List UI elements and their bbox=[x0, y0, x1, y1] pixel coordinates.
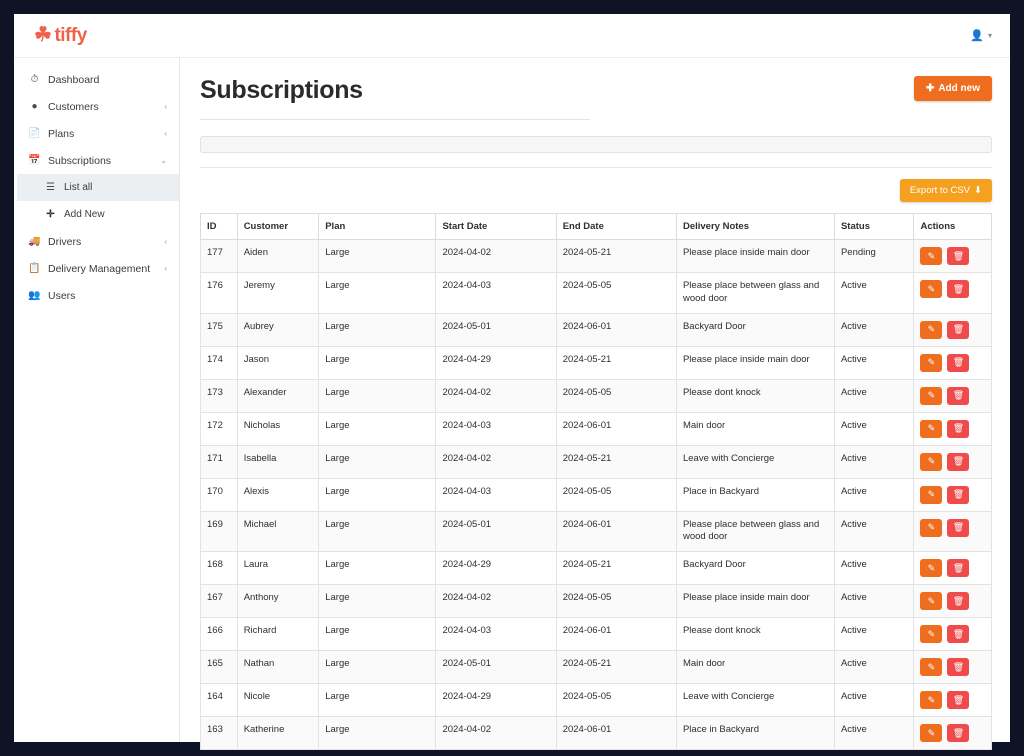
chevron-down-icon: ⌄ bbox=[160, 156, 167, 165]
cell-plan: Large bbox=[319, 511, 436, 552]
chevron-left-icon: ‹ bbox=[164, 129, 167, 138]
plus-icon: ✛ bbox=[46, 209, 55, 220]
sidebar-item-label: Delivery Management bbox=[48, 262, 151, 275]
clipboard-icon: 📋 bbox=[28, 263, 41, 274]
cell-plan: Large bbox=[319, 585, 436, 618]
cell-id: 171 bbox=[201, 445, 238, 478]
cell-plan: Large bbox=[319, 717, 436, 750]
edit-button[interactable]: ✎ bbox=[920, 420, 942, 438]
cell-delivery-notes: Please place between glass and wood door bbox=[676, 273, 834, 314]
cell-start-date: 2024-04-29 bbox=[436, 684, 556, 717]
cell-id: 169 bbox=[201, 511, 238, 552]
sidebar-item-plans[interactable] bbox=[14, 120, 179, 147]
table-row bbox=[201, 313, 992, 346]
page-header bbox=[200, 76, 992, 120]
page-title: Subscriptions bbox=[200, 76, 590, 120]
edit-button[interactable]: ✎ bbox=[920, 354, 942, 372]
cell-plan: Large bbox=[319, 478, 436, 511]
cell-start-date: 2024-04-02 bbox=[436, 585, 556, 618]
list-icon: ☰ bbox=[46, 182, 55, 193]
cell-delivery-notes: Backyard Door bbox=[676, 552, 834, 585]
user-menu-button[interactable] bbox=[970, 29, 992, 42]
edit-button[interactable]: ✎ bbox=[920, 247, 942, 265]
sidebar-item-dashboard[interactable] bbox=[14, 66, 179, 93]
cell-plan: Large bbox=[319, 445, 436, 478]
delete-button[interactable]: 🗑 bbox=[947, 453, 969, 471]
column-header-delivery-notes[interactable]: Delivery Notes bbox=[676, 214, 834, 240]
chevron-left-icon: ‹ bbox=[164, 237, 167, 246]
cell-delivery-notes: Leave with Concierge bbox=[676, 684, 834, 717]
cell-status: Active bbox=[834, 346, 914, 379]
edit-button[interactable]: ✎ bbox=[920, 724, 942, 742]
top-navbar bbox=[14, 14, 1010, 58]
cell-delivery-notes: Main door bbox=[676, 651, 834, 684]
cell-id: 164 bbox=[201, 684, 238, 717]
truck-icon: 🚚 bbox=[28, 236, 41, 247]
sidebar-item-label: Drivers bbox=[48, 235, 82, 248]
cell-status: Active bbox=[834, 511, 914, 552]
cell-plan: Large bbox=[319, 240, 436, 273]
sidebar-item-label: Customers bbox=[48, 100, 99, 113]
cell-delivery-notes: Please place inside main door bbox=[676, 240, 834, 273]
cell-delivery-notes: Place in Backyard bbox=[676, 717, 834, 750]
delete-button[interactable]: 🗑 bbox=[947, 691, 969, 709]
delete-button[interactable]: 🗑 bbox=[947, 321, 969, 339]
cell-start-date: 2024-05-01 bbox=[436, 651, 556, 684]
cell-actions bbox=[914, 684, 992, 717]
cell-id: 167 bbox=[201, 585, 238, 618]
cell-end-date: 2024-05-21 bbox=[556, 445, 676, 478]
sidebar bbox=[14, 58, 180, 742]
delete-button[interactable]: 🗑 bbox=[947, 420, 969, 438]
table-row bbox=[201, 618, 992, 651]
sidebar-item-list-all[interactable] bbox=[14, 174, 179, 201]
subscriptions-table bbox=[200, 213, 992, 750]
cell-start-date: 2024-04-29 bbox=[436, 552, 556, 585]
brand-name: tiffy bbox=[54, 24, 87, 46]
cell-customer: Aubrey bbox=[237, 313, 319, 346]
chevron-left-icon: ‹ bbox=[164, 264, 167, 273]
cell-actions bbox=[914, 445, 992, 478]
cell-plan: Large bbox=[319, 346, 436, 379]
delete-button[interactable]: 🗑 bbox=[947, 354, 969, 372]
cell-customer: Richard bbox=[237, 618, 319, 651]
edit-button[interactable]: ✎ bbox=[920, 519, 942, 537]
edit-button[interactable]: ✎ bbox=[920, 625, 942, 643]
table-row bbox=[201, 445, 992, 478]
edit-button[interactable]: ✎ bbox=[920, 387, 942, 405]
cell-id: 177 bbox=[201, 240, 238, 273]
cell-start-date: 2024-05-01 bbox=[436, 313, 556, 346]
cell-actions bbox=[914, 412, 992, 445]
sidebar-item-delivery-management[interactable] bbox=[14, 255, 179, 282]
table-toolbar bbox=[200, 167, 992, 202]
cell-end-date: 2024-06-01 bbox=[556, 313, 676, 346]
table-row bbox=[201, 346, 992, 379]
cell-id: 168 bbox=[201, 552, 238, 585]
delete-button[interactable]: 🗑 bbox=[947, 519, 969, 537]
cell-end-date: 2024-05-05 bbox=[556, 379, 676, 412]
cell-end-date: 2024-05-05 bbox=[556, 684, 676, 717]
delete-button[interactable]: 🗑 bbox=[947, 247, 969, 265]
cell-customer: Jason bbox=[237, 346, 319, 379]
cell-customer: Anthony bbox=[237, 585, 319, 618]
cell-status: Active bbox=[834, 273, 914, 314]
cell-start-date: 2024-04-03 bbox=[436, 478, 556, 511]
delete-button[interactable]: 🗑 bbox=[947, 658, 969, 676]
cell-customer: Aiden bbox=[237, 240, 319, 273]
cell-end-date: 2024-06-01 bbox=[556, 717, 676, 750]
delete-button[interactable]: 🗑 bbox=[947, 387, 969, 405]
cell-start-date: 2024-04-02 bbox=[436, 717, 556, 750]
subscriptions-table-container bbox=[200, 213, 992, 750]
cell-start-date: 2024-04-03 bbox=[436, 618, 556, 651]
export-csv-label: Export to CSV bbox=[909, 185, 971, 196]
cell-status: Active bbox=[834, 618, 914, 651]
cell-start-date: 2024-04-03 bbox=[436, 273, 556, 314]
cell-end-date: 2024-06-01 bbox=[556, 412, 676, 445]
chevron-left-icon: ‹ bbox=[164, 102, 167, 111]
cell-customer: Nicole bbox=[237, 684, 319, 717]
cell-start-date: 2024-04-29 bbox=[436, 346, 556, 379]
cell-actions bbox=[914, 478, 992, 511]
cell-actions bbox=[914, 511, 992, 552]
cell-status: Active bbox=[834, 412, 914, 445]
sidebar-item-subscriptions[interactable] bbox=[14, 147, 179, 174]
cell-status: Active bbox=[834, 684, 914, 717]
column-header-start-date[interactable]: Start Date bbox=[436, 214, 556, 240]
cell-end-date: 2024-05-21 bbox=[556, 552, 676, 585]
cell-customer: Michael bbox=[237, 511, 319, 552]
download-icon: ⬇ bbox=[974, 185, 982, 196]
brand-logo[interactable] bbox=[34, 25, 87, 47]
cell-end-date: 2024-05-05 bbox=[556, 585, 676, 618]
cell-start-date: 2024-04-02 bbox=[436, 379, 556, 412]
cell-delivery-notes: Please place between glass and wood door bbox=[676, 511, 834, 552]
cell-status: Pending bbox=[834, 240, 914, 273]
cell-actions bbox=[914, 273, 992, 314]
cell-actions bbox=[914, 346, 992, 379]
cell-end-date: 2024-06-01 bbox=[556, 618, 676, 651]
cell-start-date: 2024-04-03 bbox=[436, 412, 556, 445]
search-input[interactable] bbox=[200, 136, 992, 153]
cell-customer: Isabella bbox=[237, 445, 319, 478]
cell-customer: Laura bbox=[237, 552, 319, 585]
cell-plan: Large bbox=[319, 313, 436, 346]
cell-actions bbox=[914, 379, 992, 412]
column-header-status[interactable]: Status bbox=[834, 214, 914, 240]
cell-end-date: 2024-05-21 bbox=[556, 651, 676, 684]
table-row bbox=[201, 379, 992, 412]
cell-plan: Large bbox=[319, 684, 436, 717]
add-new-label: Add new bbox=[938, 83, 980, 94]
app-window bbox=[14, 14, 1010, 742]
tulip-logo-icon: ☘ bbox=[34, 23, 52, 46]
cell-start-date: 2024-04-02 bbox=[436, 445, 556, 478]
table-row bbox=[201, 585, 992, 618]
cell-actions bbox=[914, 313, 992, 346]
edit-button[interactable]: ✎ bbox=[920, 486, 942, 504]
cell-status: Active bbox=[834, 313, 914, 346]
cell-delivery-notes: Please place inside main door bbox=[676, 585, 834, 618]
sidebar-item-label: Plans bbox=[48, 127, 75, 140]
calendar-icon: 📅 bbox=[28, 155, 41, 166]
delete-button[interactable]: 🗑 bbox=[947, 559, 969, 577]
delete-button[interactable]: 🗑 bbox=[947, 486, 969, 504]
cell-delivery-notes: Please dont knock bbox=[676, 379, 834, 412]
cell-customer: Nathan bbox=[237, 651, 319, 684]
sidebar-item-users[interactable] bbox=[14, 282, 179, 309]
sidebar-item-drivers[interactable] bbox=[14, 228, 179, 255]
column-header-id[interactable]: ID bbox=[201, 214, 238, 240]
sidebar-item-label: Users bbox=[48, 289, 76, 302]
delete-button[interactable]: 🗑 bbox=[947, 625, 969, 643]
edit-button[interactable]: ✎ bbox=[920, 592, 942, 610]
cell-status: Active bbox=[834, 478, 914, 511]
cell-id: 166 bbox=[201, 618, 238, 651]
sidebar-item-label: Add New bbox=[64, 209, 105, 220]
table-row bbox=[201, 478, 992, 511]
table-row bbox=[201, 651, 992, 684]
export-csv-button[interactable] bbox=[900, 179, 992, 202]
cell-customer: Alexander bbox=[237, 379, 319, 412]
cell-end-date: 2024-05-05 bbox=[556, 478, 676, 511]
cell-id: 173 bbox=[201, 379, 238, 412]
table-row bbox=[201, 511, 992, 552]
cell-status: Active bbox=[834, 552, 914, 585]
cell-plan: Large bbox=[319, 552, 436, 585]
add-new-button[interactable] bbox=[914, 76, 992, 101]
cell-end-date: 2024-05-21 bbox=[556, 240, 676, 273]
column-header-customer[interactable]: Customer bbox=[237, 214, 319, 240]
sidebar-item-add-new[interactable] bbox=[14, 201, 179, 228]
cell-delivery-notes: Please dont knock bbox=[676, 618, 834, 651]
table-body bbox=[201, 240, 992, 750]
cell-id: 175 bbox=[201, 313, 238, 346]
table-row bbox=[201, 412, 992, 445]
cell-customer: Katherine bbox=[237, 717, 319, 750]
cell-actions bbox=[914, 618, 992, 651]
user-circle-icon: ● bbox=[31, 101, 38, 112]
cell-id: 165 bbox=[201, 651, 238, 684]
cell-actions bbox=[914, 651, 992, 684]
cell-customer: Nicholas bbox=[237, 412, 319, 445]
speedometer-icon: ⏱ bbox=[30, 74, 39, 85]
edit-button[interactable]: ✎ bbox=[920, 453, 942, 471]
cell-plan: Large bbox=[319, 651, 436, 684]
edit-button[interactable]: ✎ bbox=[920, 691, 942, 709]
delete-button[interactable]: 🗑 bbox=[947, 280, 969, 298]
chevron-down-icon: ▾ bbox=[987, 31, 992, 40]
cell-id: 176 bbox=[201, 273, 238, 314]
cell-end-date: 2024-05-21 bbox=[556, 346, 676, 379]
sidebar-item-customers[interactable] bbox=[14, 93, 179, 120]
table-row bbox=[201, 684, 992, 717]
cell-plan: Large bbox=[319, 618, 436, 651]
cell-plan: Large bbox=[319, 379, 436, 412]
delete-button[interactable]: 🗑 bbox=[947, 592, 969, 610]
cell-status: Active bbox=[834, 651, 914, 684]
table-row bbox=[201, 273, 992, 314]
cell-status: Active bbox=[834, 717, 914, 750]
table-header bbox=[201, 214, 992, 240]
users-icon: 👥 bbox=[28, 290, 41, 301]
cell-id: 174 bbox=[201, 346, 238, 379]
edit-button[interactable]: ✎ bbox=[920, 280, 942, 298]
active-indicator bbox=[14, 174, 17, 201]
cell-delivery-notes: Main door bbox=[676, 412, 834, 445]
cell-status: Active bbox=[834, 379, 914, 412]
file-icon: 📄 bbox=[28, 128, 41, 139]
column-header-end-date[interactable]: End Date bbox=[556, 214, 676, 240]
edit-button[interactable]: ✎ bbox=[920, 321, 942, 339]
cell-actions bbox=[914, 240, 992, 273]
edit-button[interactable]: ✎ bbox=[920, 658, 942, 676]
table-row bbox=[201, 552, 992, 585]
cell-end-date: 2024-06-01 bbox=[556, 511, 676, 552]
cell-plan: Large bbox=[319, 273, 436, 314]
sidebar-item-label: Subscriptions bbox=[48, 154, 112, 167]
cell-actions bbox=[914, 552, 992, 585]
cell-id: 163 bbox=[201, 717, 238, 750]
cell-end-date: 2024-05-05 bbox=[556, 273, 676, 314]
cell-delivery-notes: Please place inside main door bbox=[676, 346, 834, 379]
plus-icon: ✚ bbox=[925, 83, 935, 94]
sidebar-item-label: List all bbox=[64, 182, 93, 193]
cell-customer: Alexis bbox=[237, 478, 319, 511]
cell-delivery-notes: Leave with Concierge bbox=[676, 445, 834, 478]
table-header-row bbox=[201, 214, 992, 240]
user-icon: 👤 bbox=[970, 30, 984, 42]
sidebar-item-label: Dashboard bbox=[48, 73, 100, 86]
column-header-actions: Actions bbox=[914, 214, 992, 240]
cell-plan: Large bbox=[319, 412, 436, 445]
cell-start-date: 2024-05-01 bbox=[436, 511, 556, 552]
cell-id: 172 bbox=[201, 412, 238, 445]
cell-start-date: 2024-04-02 bbox=[436, 240, 556, 273]
cell-actions bbox=[914, 717, 992, 750]
table-row bbox=[201, 240, 992, 273]
delete-button[interactable]: 🗑 bbox=[947, 724, 969, 742]
main-content bbox=[180, 58, 1010, 742]
cell-status: Active bbox=[834, 445, 914, 478]
cell-delivery-notes: Backyard Door bbox=[676, 313, 834, 346]
cell-customer: Jeremy bbox=[237, 273, 319, 314]
edit-button[interactable]: ✎ bbox=[920, 559, 942, 577]
table-row bbox=[201, 717, 992, 750]
cell-actions bbox=[914, 585, 992, 618]
cell-id: 170 bbox=[201, 478, 238, 511]
column-header-plan[interactable]: Plan bbox=[319, 214, 436, 240]
cell-status: Active bbox=[834, 585, 914, 618]
cell-delivery-notes: Place in Backyard bbox=[676, 478, 834, 511]
